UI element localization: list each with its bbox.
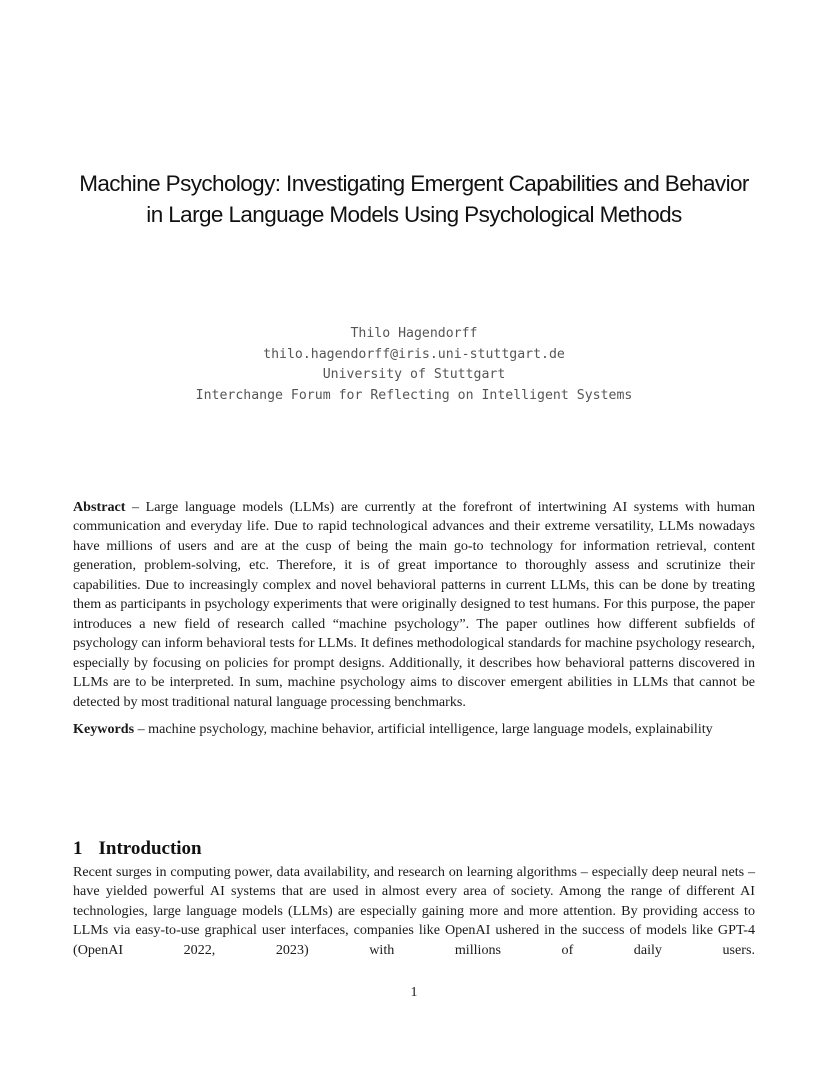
author-affiliation-university: University of Stuttgart: [322, 367, 506, 382]
introduction-paragraph: Recent surges in computing power, data availability, and research on learning algorithms – especially deep neural nets – have yielded powerful AI systems that are used in almost every area of society. Among the range of different AI technologies, large language models (LLMs) are especially gaining more and more attention. By providing access to LLMs via easy-to-use graphical user interfaces, companies like OpenAI ushered in the success of models like GPT-4 (OpenAI 2022, 2023) with millions of daily users.: [73, 864, 755, 958]
keywords-paragraph: [73, 720, 755, 739]
author-affiliation-forum: Interchange Forum for Reflecting on Intelligent Systems: [195, 387, 633, 403]
keywords-label: Keywords: [73, 720, 135, 737]
author-name: Thilo Hagendorff: [350, 326, 478, 341]
paper-title: [60, 168, 768, 230]
section-heading-introduction: [73, 838, 202, 860]
abstract-paragraph: [73, 498, 755, 712]
author-block: [60, 324, 768, 406]
title-line-2: in Large Language Models Using Psychological Methods: [146, 202, 682, 227]
author-email: thilo.hagendorff@iris.uni-stuttgart.de: [263, 346, 565, 362]
section-number: 1: [73, 838, 83, 859]
keywords-text: – machine psychology, machine behavior, artificial intelligence, large language models, explainability: [134, 720, 713, 737]
section-title-text: Introduction: [98, 838, 202, 859]
abstract-section: [73, 498, 755, 739]
abstract-label: Abstract: [73, 499, 126, 515]
title-line-1: Machine Psychology: Investigating Emergent Capabilities and Behavior: [79, 171, 749, 196]
abstract-text: – Large language models (LLMs) are currently at the forefront of intertwining AI systems with human communication and everyday life. Due to rapid technological advances and their extreme versatility, LLMs nowadays have millions of users and are at the cusp of being the main go-to technology for information retrieval, content generation, problem-solving, etc. Therefore, it is of great importance to thoroughly assess and scrutinize their capabilities. Due to increasingly complex and novel behavioral patterns in current LLMs, this can be done by treating them as participants in psychology experiments that were originally designed to test humans. For this purpose, the paper introduces a new field of research called “machine psychology”. The paper outlines how different subfields of psychology can inform behavioral tests for LLMs. It defines methodological standards for machine psychology research, especially by focusing on policies for prompt designs. Additionally, it describes how behavioral patterns discovered in LLMs are to be interpreted. In sum, machine psychology aims to discover emergent abilities in LLMs that cannot be detected by most traditional natural language processing benchmarks.: [73, 499, 755, 710]
page-number: 1: [410, 985, 418, 1000]
